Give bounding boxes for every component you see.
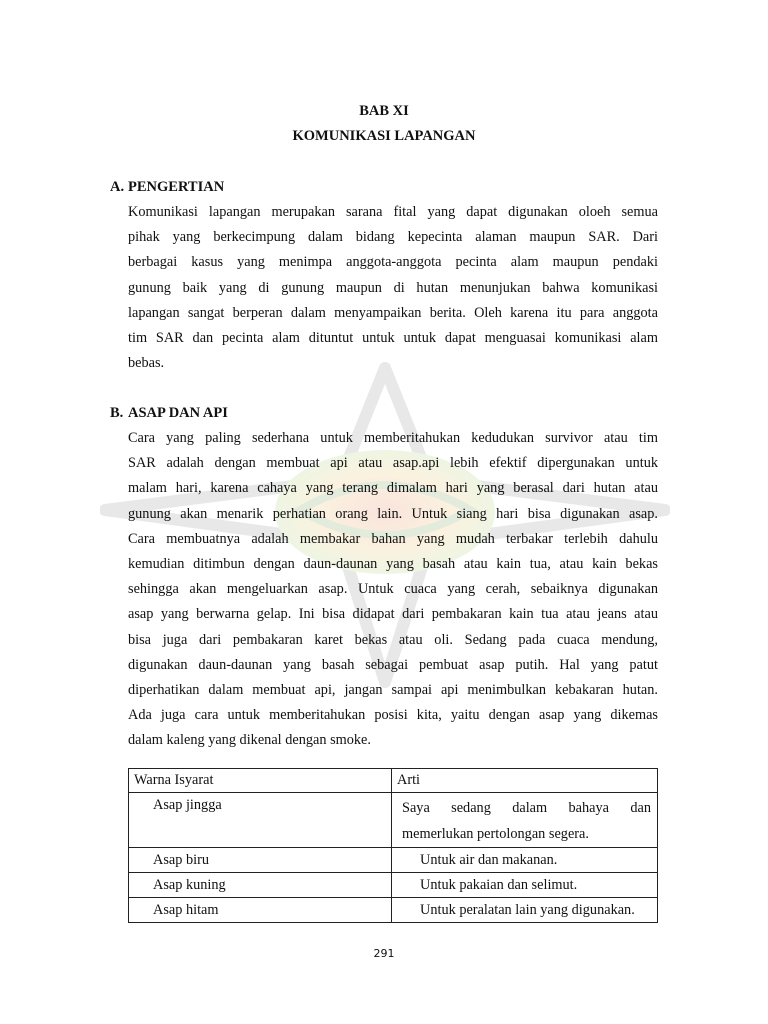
paragraph-line: Ada juga cara untuk memberitahukan posisi kita, yaitu dengan asap yang dikemas [128,707,658,724]
table-cell-warna: Asap biru [129,848,392,873]
paragraph-line: Komunikasi lapangan merupakan sarana fital yang dapat digunakan oloeh semua [128,204,658,220]
section-heading-pengertian [110,179,224,196]
paragraph-line: bebas. [128,355,165,372]
paragraph-line: Cara yang paling sederhana untuk memberitahukan kedudukan survivor atau tim [128,430,658,446]
cell-line: memerlukan pertolongan segera. [402,826,589,842]
table-row [129,848,658,873]
paragraph-line: dalam kaleng yang dikenal dengan smoke. [128,732,371,749]
cell-line: Saya sedang dalam bahaya dan [402,800,651,816]
paragraph-line: SAR adalah dengan membuat api atau asap.api lebih efektif dipergunakan untuk [128,455,658,472]
paragraph-line: diperhatikan dalam membuat api, jangan sampai api menimbulkan kebakaran hutan. [128,681,658,698]
table-header-row [129,769,658,793]
page-number: 291 [373,947,395,960]
section-number: A. [110,179,125,195]
table-cell-arti: Untuk peralatan lain yang digunakan. [392,898,658,923]
smoke-signal-table [128,768,658,923]
paragraph-line: bisa juga dari pembakaran karet bekas atau oli. Sedang pada cuaca mendung, [128,631,658,648]
chapter-number: BAB XI [359,103,409,119]
table-cell-arti: Untuk air dan makanan. [392,848,658,873]
paragraph-line: kemudian ditimbun dengan daun-daunan yang basah atau kain tua, atau kain bekas [128,555,658,572]
chapter-title: KOMUNIKASI LAPANGAN [292,128,476,144]
paragraph-line: gunung akan menarik perhatian orang lain. Untuk siang hari bisa digunakan asap. [128,505,658,522]
table-row [129,793,658,848]
table-cell-arti [392,793,658,848]
paragraph-line: sehingga akan mengeluarkan asap. Untuk cuaca yang cerah, sebaiknya digunakan [128,581,658,598]
paragraph-line: digunakan daun-daunan yang basah sebagai pembuat asap putih. Hal yang patut [128,656,658,673]
table-cell-arti: Untuk pakaian dan selimut. [392,873,658,898]
section-title: ASAP DAN API [128,405,228,421]
paragraph-line: tim SAR dan pecinta alam dituntut untuk untuk dapat menguasai komunikasi alam [128,329,658,346]
table-row [129,898,658,923]
table-header-cell: Arti [392,769,658,793]
paragraph-line: gunung baik yang di gunung maupun di hutan menunjukan bahwa komunikasi [128,279,658,296]
section-title: PENGERTIAN [128,179,225,195]
table-header-cell: Warna Isyarat [129,769,392,793]
paragraph-line: asap yang berwarna gelap. Ini bisa didapat dari pembakaran kain tua atau jeans atau [128,606,658,623]
paragraph-pengertian [128,200,658,376]
paragraph-asap-dan-api [128,426,658,753]
table-cell-warna: Asap jingga [129,793,392,848]
paragraph-line: berbagai kasus yang menimpa anggota-anggota pecinta alam maupun pendaki [128,254,658,271]
section-number: B. [110,405,124,421]
table-cell-warna: Asap kuning [129,873,392,898]
table-cell-warna: Asap hitam [129,898,392,923]
paragraph-line: lapangan sangat berperan dalam menyampaikan berita. Oleh karena itu para anggota [128,304,658,321]
paragraph-line: pihak yang berkecimpung dalam bidang kepecinta alaman maupun SAR. Dari [128,229,658,246]
table-row [129,873,658,898]
paragraph-line: Cara membuatnya adalah membakar bahan yang mudah terbakar terlebih dahulu [128,530,658,547]
paragraph-line: malam hari, karena cahaya yang terang dimalam hari yang berasal dari hutan atau [128,480,658,497]
section-heading-asap-dan-api [110,405,228,422]
